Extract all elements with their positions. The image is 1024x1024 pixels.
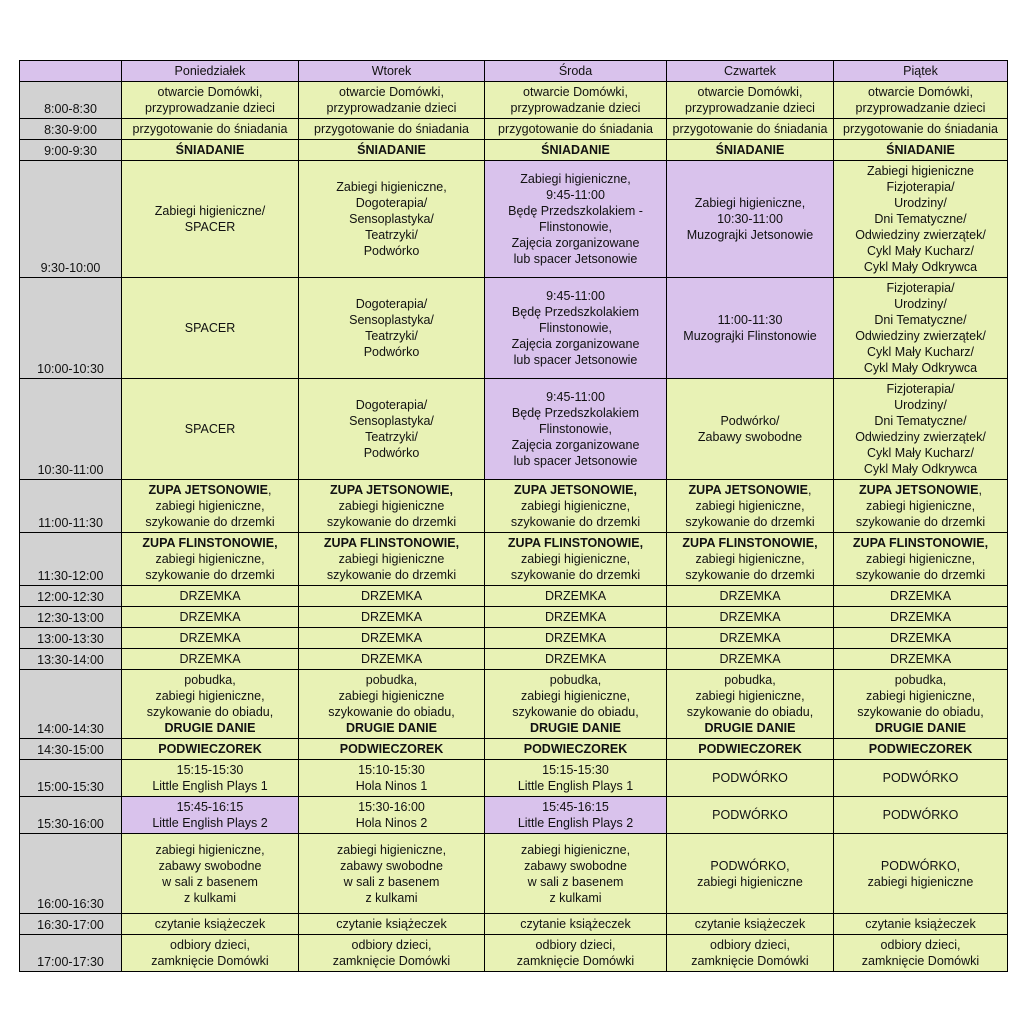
activity-text: otwarcie Domówki, przyprowadzanie dzieci <box>510 85 641 115</box>
activity-text: 15:30-16:00 Hola Ninos 2 <box>355 800 428 830</box>
activity-text: 15:15-15:30 Little English Plays 1 <box>517 763 634 793</box>
schedule-cell-wednesday <box>485 797 667 834</box>
schedule-cell-friday <box>834 834 1008 914</box>
activity-text: DRZEMKA <box>360 652 423 666</box>
schedule-row <box>20 797 1008 834</box>
schedule-cell-thursday <box>667 119 834 140</box>
schedule-cell-friday <box>834 628 1008 649</box>
time-slot-label: 17:00-17:30 <box>20 935 122 972</box>
activity-text: PODWÓRKO <box>712 771 788 785</box>
schedule-cell-monday <box>122 379 299 480</box>
schedule-cell-monday <box>122 834 299 914</box>
schedule-cell-tuesday <box>299 533 485 586</box>
activity-bold-text: ZUPA JETSONOWIE <box>688 483 808 497</box>
activity-text: pobudka, zabiegi higieniczne szykowanie do obiadu, <box>328 673 455 719</box>
schedule-cell-tuesday <box>299 82 485 119</box>
schedule-cell-monday <box>122 586 299 607</box>
schedule-row <box>20 278 1008 379</box>
schedule-cell-monday <box>122 670 299 739</box>
schedule-cell-wednesday <box>485 914 667 935</box>
activity-bold-text: DRUGIE DANIE <box>530 721 621 735</box>
schedule-cell-tuesday <box>299 935 485 972</box>
schedule-row <box>20 161 1008 278</box>
schedule-cell-tuesday <box>299 586 485 607</box>
schedule-cell-wednesday <box>485 935 667 972</box>
schedule-cell-tuesday <box>299 140 485 161</box>
schedule-cell-tuesday <box>299 278 485 379</box>
schedule-row <box>20 649 1008 670</box>
activity-text: pobudka, zabiegi higieniczne, szykowanie do obiadu, <box>686 673 814 719</box>
activity-bold-text: ZUPA JETSONOWIE <box>859 483 979 497</box>
schedule-cell-friday <box>834 797 1008 834</box>
header-day-monday: Poniedziałek <box>122 61 299 82</box>
activity-text: Zabiegi higieniczne, 10:30-11:00 Muzograjki Jetsonowie <box>686 196 814 242</box>
activity-text: DRZEMKA <box>360 631 423 645</box>
activity-bold-text: ŚNIADANIE <box>175 143 245 157</box>
schedule-row <box>20 914 1008 935</box>
schedule-cell-friday <box>834 379 1008 480</box>
schedule-cell-thursday <box>667 935 834 972</box>
activity-bold-text: ZUPA FLINSTONOWIE, <box>682 536 818 550</box>
schedule-cell-thursday <box>667 760 834 797</box>
schedule-cell-wednesday <box>485 628 667 649</box>
schedule-row <box>20 670 1008 739</box>
schedule-cell-thursday <box>667 739 834 760</box>
activity-text: DRZEMKA <box>544 652 607 666</box>
activity-text: odbiory dzieci, zamknięcie Domówki <box>332 938 451 968</box>
schedule-cell-wednesday <box>485 834 667 914</box>
schedule-cell-tuesday <box>299 914 485 935</box>
schedule-body <box>20 82 1008 972</box>
schedule-cell-thursday <box>667 797 834 834</box>
schedule-row <box>20 119 1008 140</box>
activity-text: Zabiegi higieniczne, 9:45-11:00 Będę Przedszkolakiem - Flinstonowie, Zajęcia zorganizowane lub spacer Jetsonowie <box>508 172 643 266</box>
time-slot-label: 14:00-14:30 <box>20 670 122 739</box>
activity-text: Dogoterapia/ Sensoplastyka/ Teatrzyki/ Podwórko <box>349 398 434 460</box>
header-row <box>20 61 1008 82</box>
time-slot-label: 12:00-12:30 <box>20 586 122 607</box>
schedule-cell-friday <box>834 935 1008 972</box>
activity-text: DRZEMKA <box>544 610 607 624</box>
activity-text: zabiegi higieniczne, szykowanie do drzemki <box>145 552 275 582</box>
time-slot-label: 11:00-11:30 <box>20 480 122 533</box>
activity-bold-text: PODWIECZOREK <box>523 742 628 756</box>
activity-text: , zabiegi higieniczne, szykowanie do drzemki <box>855 483 986 529</box>
activity-text: czytanie książeczek <box>694 917 806 931</box>
schedule-cell-thursday <box>667 607 834 628</box>
schedule-cell-thursday <box>667 278 834 379</box>
time-slot-label: 15:30-16:00 <box>20 797 122 834</box>
schedule-cell-wednesday <box>485 739 667 760</box>
activity-text: DRZEMKA <box>889 610 952 624</box>
schedule-row <box>20 379 1008 480</box>
activity-text: DRZEMKA <box>719 631 781 645</box>
schedule-row <box>20 140 1008 161</box>
schedule-cell-thursday <box>667 914 834 935</box>
activity-text: DRZEMKA <box>889 631 952 645</box>
schedule-row <box>20 834 1008 914</box>
activity-text: czytanie książeczek <box>336 917 447 931</box>
activity-bold-text: PODWIECZOREK <box>339 742 444 756</box>
schedule-cell-wednesday <box>485 82 667 119</box>
time-slot-label: 13:00-13:30 <box>20 628 122 649</box>
schedule-row <box>20 480 1008 533</box>
activity-text: DRZEMKA <box>544 631 607 645</box>
schedule-cell-friday <box>834 760 1008 797</box>
activity-text: otwarcie Domówki, przyprowadzanie dzieci <box>855 85 986 115</box>
schedule-row <box>20 760 1008 797</box>
activity-text: DRZEMKA <box>360 589 423 603</box>
schedule-cell-friday <box>834 140 1008 161</box>
schedule-cell-monday <box>122 82 299 119</box>
activity-text: 9:45-11:00 Będę Przedszkolakiem Flinstonowie, Zajęcia zorganizowane lub spacer Jetsonowie <box>511 390 640 468</box>
activity-text: zabiegi higieniczne, zabawy swobodne w sali z basenem z kulkami <box>336 842 447 905</box>
schedule-cell-monday <box>122 278 299 379</box>
activity-text: 15:10-15:30 Hola Ninos 1 <box>355 763 428 793</box>
schedule-cell-monday <box>122 935 299 972</box>
schedule-cell-tuesday <box>299 834 485 914</box>
activity-text: zabiegi higieniczne, szykowanie do drzemki <box>685 552 815 582</box>
schedule-cell-thursday <box>667 586 834 607</box>
activity-bold-text: DRUGIE DANIE <box>346 721 437 735</box>
activity-text: przygotowanie do śniadania <box>314 122 469 136</box>
activity-text: przygotowanie do śniadania <box>672 122 828 136</box>
weekly-schedule-table <box>19 60 1008 972</box>
activity-text: czytanie książeczek <box>520 917 631 931</box>
activity-bold-text: DRUGIE DANIE <box>164 721 256 735</box>
activity-text: , zabiegi higieniczne, szykowanie do drzemki <box>685 483 815 529</box>
activity-text: SPACER <box>184 422 236 436</box>
schedule-cell-wednesday <box>485 649 667 670</box>
schedule-cell-friday <box>834 480 1008 533</box>
header-day-wednesday: Środa <box>485 61 667 82</box>
activity-text: Zabiegi higieniczne, Dogoterapia/ Sensoplastyka/ Teatrzyki/ Podwórko <box>336 180 447 258</box>
schedule-cell-thursday <box>667 834 834 914</box>
schedule-cell-friday <box>834 161 1008 278</box>
schedule-cell-thursday <box>667 533 834 586</box>
activity-text: zabiegi higieniczne, szykowanie do drzemki <box>510 552 641 582</box>
activity-bold-text: ŚNIADANIE <box>541 143 610 157</box>
schedule-cell-monday <box>122 533 299 586</box>
activity-text: PODWÓRKO <box>882 808 959 822</box>
activity-text: PODWÓRKO <box>882 771 959 785</box>
schedule-row <box>20 935 1008 972</box>
schedule-cell-wednesday <box>485 161 667 278</box>
schedule-cell-friday <box>834 533 1008 586</box>
activity-text: Fizjoterapia/ Urodziny/ Dni Tematyczne/ Odwiedziny zwierzątek/ Cykl Mały Kucharz/ Cykl Mały Odkrywca <box>855 281 986 375</box>
time-slot-label: 14:30-15:00 <box>20 739 122 760</box>
schedule-cell-friday <box>834 739 1008 760</box>
schedule-cell-monday <box>122 797 299 834</box>
time-slot-label: 15:00-15:30 <box>20 760 122 797</box>
schedule-row <box>20 586 1008 607</box>
activity-text: , zabiegi higieniczne, szykowanie do drzemki <box>145 483 275 529</box>
time-slot-label: 11:30-12:00 <box>20 533 122 586</box>
schedule-cell-tuesday <box>299 670 485 739</box>
activity-bold-text: ZUPA JETSONOWIE, <box>330 483 453 497</box>
activity-bold-text: DRUGIE DANIE <box>704 721 796 735</box>
schedule-cell-monday <box>122 480 299 533</box>
activity-bold-text: ZUPA JETSONOWIE, <box>514 483 637 497</box>
activity-text: 15:45-16:15 Little English Plays 2 <box>152 800 268 830</box>
activity-text: pobudka, zabiegi higieniczne, szykowanie do obiadu, <box>857 673 984 719</box>
schedule-cell-wednesday <box>485 140 667 161</box>
time-slot-label: 16:30-17:00 <box>20 914 122 935</box>
activity-text: zabiegi higieniczne, szykowanie do drzemki <box>510 499 641 529</box>
activity-text: Dogoterapia/ Sensoplastyka/ Teatrzyki/ Podwórko <box>349 297 434 359</box>
schedule-cell-thursday <box>667 670 834 739</box>
schedule-cell-friday <box>834 82 1008 119</box>
activity-text: DRZEMKA <box>719 589 781 603</box>
activity-text: DRZEMKA <box>719 610 781 624</box>
time-slot-label: 8:30-9:00 <box>20 119 122 140</box>
schedule-cell-tuesday <box>299 607 485 628</box>
time-slot-label: 9:30-10:00 <box>20 161 122 278</box>
activity-bold-text: DRUGIE DANIE <box>875 721 966 735</box>
activity-bold-text: ZUPA JETSONOWIE <box>148 483 268 497</box>
activity-text: otwarcie Domówki, przyprowadzanie dzieci <box>326 85 457 115</box>
activity-text: Podwórko/ Zabawy swobodne <box>697 414 803 444</box>
activity-bold-text: PODWIECZOREK <box>158 742 262 756</box>
schedule-row <box>20 533 1008 586</box>
activity-text: DRZEMKA <box>889 589 952 603</box>
schedule-cell-thursday <box>667 379 834 480</box>
activity-text: przygotowanie do śniadania <box>132 122 288 136</box>
schedule-cell-wednesday <box>485 670 667 739</box>
activity-text: DRZEMKA <box>179 610 241 624</box>
time-slot-label: 10:30-11:00 <box>20 379 122 480</box>
schedule-cell-thursday <box>667 480 834 533</box>
activity-text: Zabiegi higieniczne/ SPACER <box>154 204 266 234</box>
schedule-cell-tuesday <box>299 161 485 278</box>
activity-text: przygotowanie do śniadania <box>843 122 998 136</box>
schedule-cell-thursday <box>667 628 834 649</box>
schedule-cell-thursday <box>667 161 834 278</box>
schedule-cell-tuesday <box>299 480 485 533</box>
activity-text: DRZEMKA <box>889 652 952 666</box>
activity-text: otwarcie Domówki, przyprowadzanie dzieci <box>685 85 815 115</box>
header-corner <box>20 61 122 82</box>
activity-bold-text: ZUPA FLINSTONOWIE, <box>852 536 989 550</box>
activity-text: PODWÓRKO <box>712 808 788 822</box>
activity-text: otwarcie Domówki, przyprowadzanie dzieci <box>145 85 275 115</box>
activity-text: czytanie książeczek <box>865 917 976 931</box>
activity-text: odbiory dzieci, zamknięcie Domówki <box>516 938 635 968</box>
schedule-cell-monday <box>122 649 299 670</box>
header-day-thursday: Czwartek <box>667 61 834 82</box>
activity-text: Fizjoterapia/ Urodziny/ Dni Tematyczne/ Odwiedziny zwierzątek/ Cykl Mały Kucharz/ Cykl Mały Odkrywca <box>855 382 986 476</box>
schedule-cell-friday <box>834 914 1008 935</box>
schedule-cell-wednesday <box>485 278 667 379</box>
schedule-cell-thursday <box>667 649 834 670</box>
schedule-cell-friday <box>834 278 1008 379</box>
activity-text: zabiegi higieniczne szykowanie do drzemki <box>326 499 457 529</box>
activity-bold-text: PODWIECZOREK <box>868 742 973 756</box>
activity-bold-text: ZUPA FLINSTONOWIE, <box>323 536 460 550</box>
activity-text: DRZEMKA <box>179 652 241 666</box>
activity-text: pobudka, zabiegi higieniczne, szykowanie do obiadu, <box>146 673 274 719</box>
schedule-cell-friday <box>834 607 1008 628</box>
schedule-cell-tuesday <box>299 760 485 797</box>
schedule-cell-friday <box>834 586 1008 607</box>
activity-bold-text: ZUPA FLINSTONOWIE, <box>507 536 644 550</box>
activity-text: odbiory dzieci, zamknięcie Domówki <box>861 938 980 968</box>
schedule-cell-friday <box>834 649 1008 670</box>
schedule-cell-monday <box>122 739 299 760</box>
activity-text: pobudka, zabiegi higieniczne, szykowanie do obiadu, <box>512 673 639 719</box>
schedule-cell-thursday <box>667 82 834 119</box>
schedule-row <box>20 607 1008 628</box>
schedule-cell-tuesday <box>299 797 485 834</box>
schedule-cell-wednesday <box>485 533 667 586</box>
schedule-row <box>20 628 1008 649</box>
time-slot-label: 8:00-8:30 <box>20 82 122 119</box>
schedule-cell-monday <box>122 140 299 161</box>
activity-text: PODWÓRKO, zabiegi higieniczne <box>697 858 803 889</box>
activity-bold-text: ŚNIADANIE <box>886 143 955 157</box>
time-slot-label: 10:00-10:30 <box>20 278 122 379</box>
activity-text: zabiegi higieniczne, zabawy swobodne w sali z basenem z kulkami <box>520 842 631 905</box>
activity-text: DRZEMKA <box>719 652 781 666</box>
activity-text: 15:45-16:15 Little English Plays 2 <box>517 800 634 830</box>
schedule-cell-wednesday <box>485 760 667 797</box>
header-day-tuesday: Wtorek <box>299 61 485 82</box>
time-slot-label: 9:00-9:30 <box>20 140 122 161</box>
activity-text: DRZEMKA <box>544 589 607 603</box>
activity-text: Zabiegi higieniczne Fizjoterapia/ Urodziny/ Dni Tematyczne/ Odwiedziny zwierzątek/ Cykl Mały Kucharz/ Cykl Mały Odkrywca <box>855 164 986 274</box>
schedule-cell-tuesday <box>299 739 485 760</box>
header-day-friday: Piątek <box>834 61 1008 82</box>
activity-bold-text: ŚNIADANIE <box>357 143 426 157</box>
activity-text: DRZEMKA <box>360 610 423 624</box>
activity-text: 15:15-15:30 Little English Plays 1 <box>152 763 268 793</box>
schedule-cell-monday <box>122 628 299 649</box>
schedule-row <box>20 82 1008 119</box>
schedule-cell-friday <box>834 670 1008 739</box>
time-slot-label: 16:00-16:30 <box>20 834 122 914</box>
schedule-cell-monday <box>122 914 299 935</box>
schedule-cell-wednesday <box>485 119 667 140</box>
activity-text: zabiegi higieniczne, zabawy swobodne w sali z basenem z kulkami <box>155 842 265 905</box>
schedule-cell-thursday <box>667 140 834 161</box>
schedule-cell-wednesday <box>485 480 667 533</box>
activity-text: 11:00-11:30 Muzograjki Flinstonowie <box>683 313 817 343</box>
activity-text: zabiegi higieniczne, szykowanie do drzemki <box>855 552 986 582</box>
schedule-cell-friday <box>834 119 1008 140</box>
activity-text: SPACER <box>184 321 236 335</box>
schedule-row <box>20 739 1008 760</box>
time-slot-label: 12:30-13:00 <box>20 607 122 628</box>
schedule-cell-monday <box>122 161 299 278</box>
activity-text: 9:45-11:00 Będę Przedszkolakiem Flinstonowie, Zajęcia zorganizowane lub spacer Jetsonowie <box>511 289 640 367</box>
activity-text: zabiegi higieniczne szykowanie do drzemki <box>326 552 457 582</box>
activity-text: DRZEMKA <box>179 589 241 603</box>
activity-text: przygotowanie do śniadania <box>498 122 653 136</box>
schedule-cell-tuesday <box>299 379 485 480</box>
activity-text: odbiory dzieci, zamknięcie Domówki <box>151 938 269 968</box>
activity-bold-text: ŚNIADANIE <box>715 143 785 157</box>
schedule-cell-tuesday <box>299 649 485 670</box>
schedule-cell-wednesday <box>485 607 667 628</box>
activity-bold-text: PODWIECZOREK <box>698 742 802 756</box>
activity-text: czytanie książeczek <box>154 917 266 931</box>
activity-bold-text: ZUPA FLINSTONOWIE, <box>142 536 278 550</box>
schedule-cell-monday <box>122 760 299 797</box>
schedule-cell-wednesday <box>485 379 667 480</box>
schedule-cell-wednesday <box>485 586 667 607</box>
activity-text: odbiory dzieci, zamknięcie Domówki <box>691 938 809 968</box>
schedule-cell-monday <box>122 119 299 140</box>
activity-text: DRZEMKA <box>179 631 241 645</box>
time-slot-label: 13:30-14:00 <box>20 649 122 670</box>
schedule-cell-monday <box>122 607 299 628</box>
schedule-cell-tuesday <box>299 119 485 140</box>
activity-text: PODWÓRKO, zabiegi higieniczne <box>867 858 974 889</box>
schedule-cell-tuesday <box>299 628 485 649</box>
